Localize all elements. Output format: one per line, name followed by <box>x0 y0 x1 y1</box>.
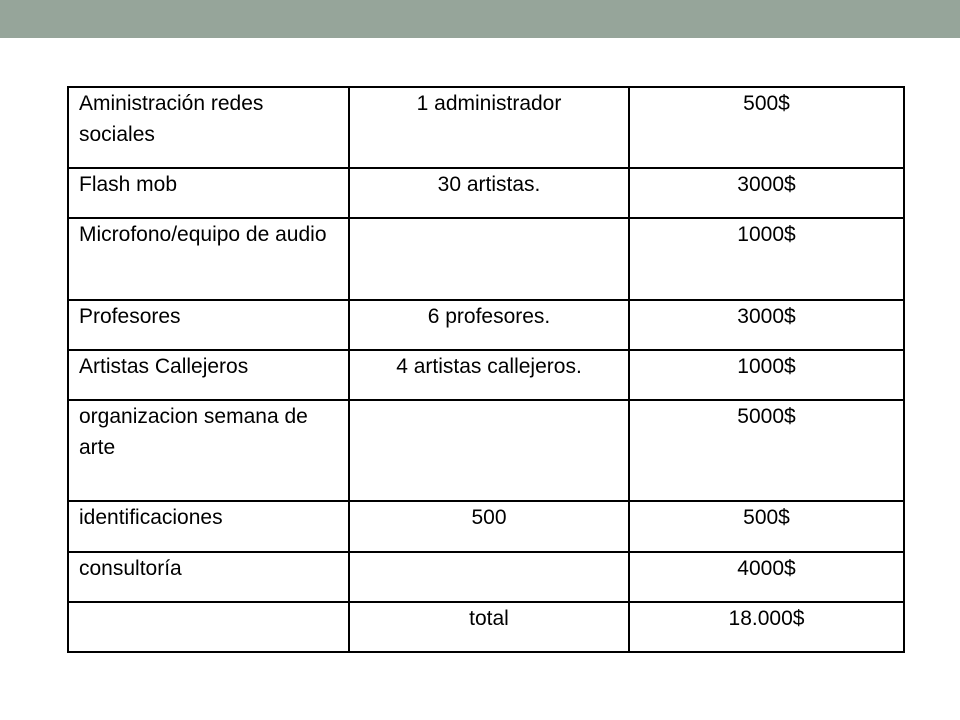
table-row <box>68 350 904 400</box>
concept-text: Aministración redes sociales <box>79 92 264 146</box>
concept-text: identificaciones <box>79 506 223 529</box>
quantity-text: 500 <box>471 506 507 529</box>
concept-cell <box>68 602 349 652</box>
budget-table <box>67 86 905 653</box>
cost-text: 500$ <box>743 92 790 115</box>
cost-text: 5000$ <box>737 405 796 428</box>
concept-text: Profesores <box>79 305 181 328</box>
cost-cell <box>629 218 904 300</box>
total-label-cell <box>349 602 629 652</box>
table-row <box>68 300 904 350</box>
cost-cell <box>629 300 904 350</box>
concept-cell <box>68 400 349 501</box>
cost-cell <box>629 87 904 168</box>
cost-cell <box>629 168 904 218</box>
quantity-cell <box>349 552 629 602</box>
cost-text: 3000$ <box>737 305 796 328</box>
concept-text: consultoría <box>79 557 182 580</box>
concept-cell <box>68 501 349 552</box>
cost-cell <box>629 400 904 501</box>
concept-text: Microfono/equipo de audio <box>79 223 327 246</box>
concept-text: Flash mob <box>79 173 178 196</box>
cost-text: 1000$ <box>737 223 796 246</box>
table-row <box>68 501 904 552</box>
cost-text: 4000$ <box>737 557 796 580</box>
quantity-cell <box>349 168 629 218</box>
concept-cell <box>68 87 349 168</box>
cost-text: 500$ <box>743 506 790 529</box>
concept-cell <box>68 350 349 400</box>
table-row <box>68 168 904 218</box>
cost-cell <box>629 350 904 400</box>
quantity-cell <box>349 218 629 300</box>
quantity-text: 1 administrador <box>416 92 562 115</box>
total-value: 18.000$ <box>728 607 805 630</box>
table-row <box>68 218 904 300</box>
table-row <box>68 87 904 168</box>
concept-cell <box>68 218 349 300</box>
concept-text: organizacion semana de arte <box>79 405 308 459</box>
table-row-total <box>68 602 904 652</box>
cost-cell <box>629 501 904 552</box>
table-row <box>68 400 904 501</box>
concept-cell <box>68 168 349 218</box>
quantity-cell <box>349 400 629 501</box>
quantity-text: 4 artistas callejeros. <box>396 355 582 378</box>
concept-cell <box>68 552 349 602</box>
table-row <box>68 552 904 602</box>
slide-header-bar <box>0 0 960 38</box>
quantity-cell <box>349 350 629 400</box>
concept-text: Artistas Callejeros <box>79 355 249 378</box>
cost-text: 3000$ <box>737 173 796 196</box>
cost-text: 1000$ <box>737 355 796 378</box>
quantity-cell <box>349 300 629 350</box>
concept-cell <box>68 300 349 350</box>
quantity-text: 30 artistas. <box>437 173 541 196</box>
total-label: total <box>469 607 509 630</box>
total-value-cell <box>629 602 904 652</box>
cost-cell <box>629 552 904 602</box>
quantity-cell <box>349 87 629 168</box>
quantity-cell <box>349 501 629 552</box>
quantity-text: 6 profesores. <box>427 305 551 328</box>
